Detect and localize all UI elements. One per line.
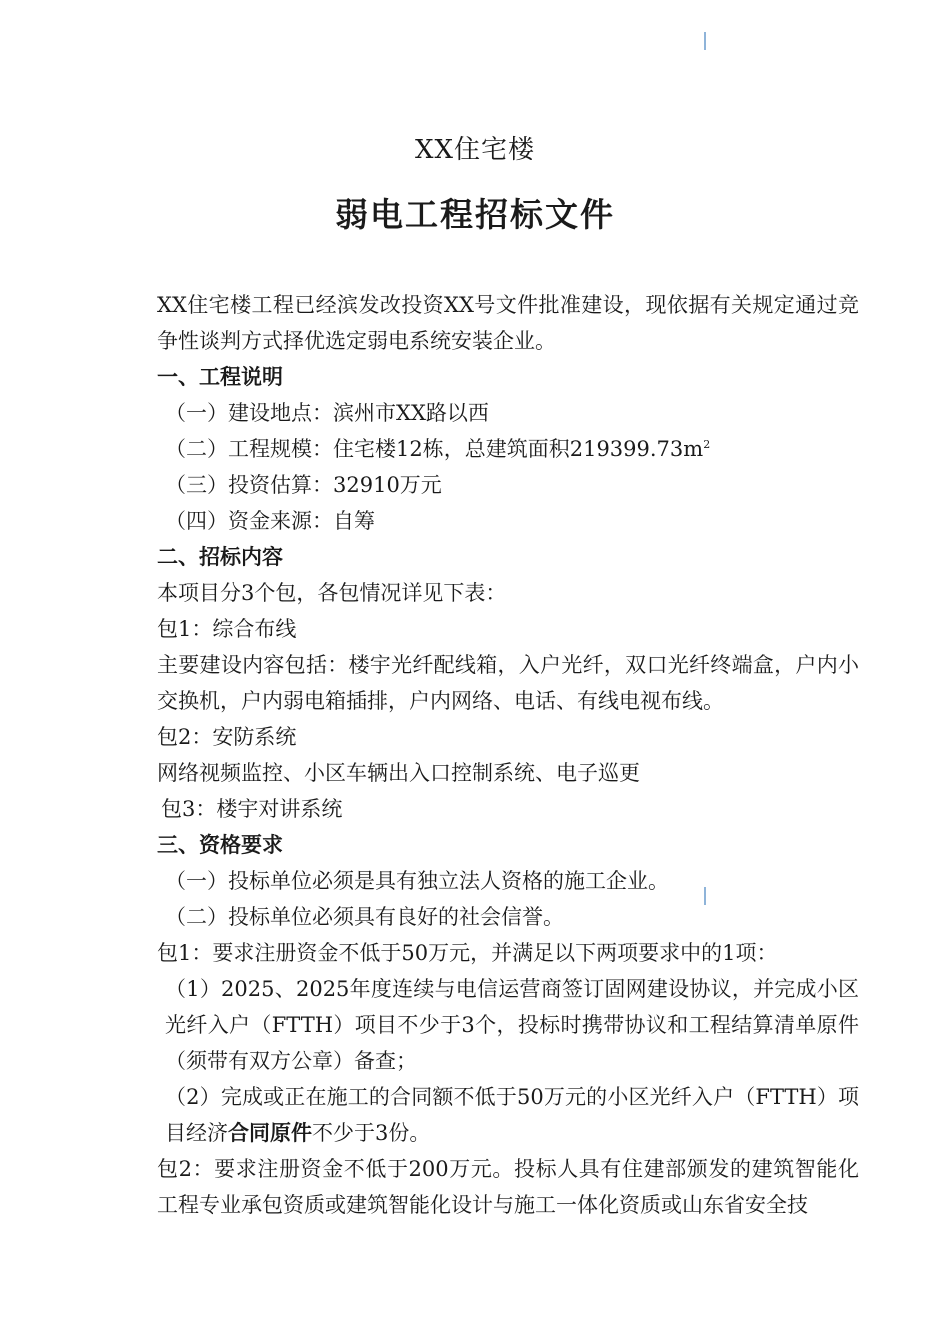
package1-description: 主要建设内容包括：楼宇光纤配线箱，入户光纤，双口光纤终端盒，户内小交换机，户内弱电箱插排，户内网络、电话、有线电视布线。 (157, 653, 859, 713)
project-investment: （三）投资估算：32910万元 (165, 473, 442, 497)
project-funding: （四）资金来源：自筹 (165, 509, 375, 533)
document-subtitle: XX住宅楼 (414, 135, 536, 165)
package2-requirement: 包2：要求注册资金不低于200万元。投标人具有住建部颁发的建筑智能化工程专业承包资质或建筑智能化设计与施工一体化资质或山东省安全技 (157, 1157, 859, 1217)
document-body (113, 287, 859, 1223)
package1-title: 包1：综合布线 (157, 617, 297, 641)
section-heading-project: 一、工程说明 (157, 365, 283, 389)
project-scale-text: （二）工程规模：住宅楼12栋，总建筑面积219399.73m (165, 437, 704, 461)
item2-text-before: （2）完成或正在施工的合同额不低于50万元的小区光纤入户（FTTH）项目经济 (165, 1085, 859, 1145)
document-title: 弱电工程招标文件 (335, 195, 615, 234)
package1-requirement-item-2 (113, 1079, 859, 1151)
package3-title: 包3：楼宇对讲系统 (161, 797, 343, 821)
package1-requirement-item-1: （1）2025、2025年度连续与电信运营商签订固网建设协议，并完成小区光纤入户（FTTH）项目不少于3个，投标时携带协议和工程结算清单原件（须带有双方公章）备查； (165, 977, 859, 1073)
item2-bold-text: 合同原件 (228, 1121, 312, 1145)
section-heading-qualification: 三、资格要求 (157, 833, 283, 857)
project-scale-superscript: 2 (703, 438, 711, 451)
qualification-requirement-1: （一）投标单位必须是具有独立法人资格的施工企业。 (165, 869, 669, 893)
intro-paragraph: XX住宅楼工程已经滨发改投资XX号文件批准建设，现依据有关规定通过竞争性谈判方式择优选定弱电系统安装企业。 (157, 293, 859, 353)
package2-description: 网络视频监控、小区车辆出入口控制系统、电子巡更 (157, 761, 640, 785)
package1-requirement: 包1：要求注册资金不低于50万元，并满足以下两项要求中的1项： (157, 941, 778, 965)
content-summary: 本项目分3个包，各包情况详见下表： (157, 581, 507, 605)
qualification-requirement-2: （二）投标单位必须具有良好的社会信誉。 (165, 905, 564, 929)
package2-title: 包2：安防系统 (157, 725, 297, 749)
section-heading-content: 二、招标内容 (157, 545, 283, 569)
project-scale (113, 431, 859, 467)
item2-text-after: 不少于3份。 (312, 1121, 431, 1145)
project-location: （一）建设地点：滨州市XX路以西 (165, 401, 489, 425)
page-marker-top (704, 32, 706, 50)
